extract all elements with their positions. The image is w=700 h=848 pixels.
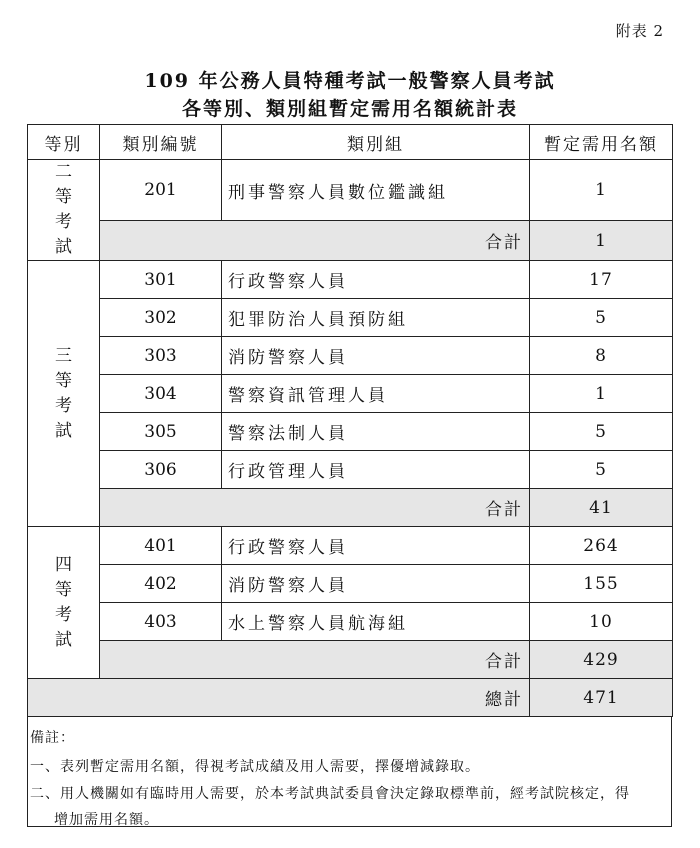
header-code: 類別編號 <box>100 125 222 160</box>
subtotal-row <box>28 641 673 679</box>
category-cell: 水上警察人員航海組 <box>222 603 530 641</box>
level-cell-4: 四 等 考 試 <box>28 527 100 679</box>
code-cell: 403 <box>100 603 222 641</box>
header-category: 類別組 <box>222 125 530 160</box>
subtotal-row <box>28 489 673 527</box>
document-subtitle: 各等別、類別組暫定需用名額統計表 <box>181 98 518 120</box>
quota-cell: 1 <box>530 375 673 413</box>
header-quota: 暫定需用名額 <box>530 125 673 160</box>
subtotal-row <box>28 221 673 261</box>
category-cell: 犯罪防治人員預防組 <box>222 299 530 337</box>
code-cell: 306 <box>100 451 222 489</box>
category-cell: 行政警察人員 <box>222 261 530 299</box>
subtotal-value: 429 <box>530 641 673 679</box>
total-label: 總計 <box>28 679 530 717</box>
table-row <box>28 527 673 565</box>
total-value: 471 <box>530 679 673 717</box>
code-cell: 302 <box>100 299 222 337</box>
subtotal-label: 合計 <box>100 221 530 261</box>
subtotal-label: 合計 <box>100 489 530 527</box>
quota-cell: 8 <box>530 337 673 375</box>
code-cell: 303 <box>100 337 222 375</box>
category-cell: 消防警察人員 <box>222 565 530 603</box>
table-row <box>28 451 673 489</box>
quota-cell: 264 <box>530 527 673 565</box>
code-cell: 402 <box>100 565 222 603</box>
category-cell: 刑事警察人員數位鑑識組 <box>222 160 530 221</box>
quota-cell: 5 <box>530 451 673 489</box>
quota-cell: 1 <box>530 160 673 221</box>
quota-cell: 17 <box>530 261 673 299</box>
total-row <box>28 679 673 717</box>
table-row <box>28 299 673 337</box>
table-row <box>28 375 673 413</box>
quota-cell: 10 <box>530 603 673 641</box>
quota-table <box>27 124 673 717</box>
quota-cell: 5 <box>530 413 673 451</box>
subtotal-value: 1 <box>530 221 673 261</box>
category-cell: 警察資訊管理人員 <box>222 375 530 413</box>
note-item-2-continued: 增加需用名額。 <box>54 812 159 828</box>
level-cell-2: 二 等 考 試 <box>28 160 100 261</box>
table-row <box>28 565 673 603</box>
subtotal-value: 41 <box>530 489 673 527</box>
table-row <box>28 160 673 221</box>
notes-heading: 備註： <box>30 730 75 746</box>
code-cell: 305 <box>100 413 222 451</box>
quota-cell: 5 <box>530 299 673 337</box>
header-level: 等別 <box>28 125 100 160</box>
table-row <box>28 413 673 451</box>
notes-box <box>27 717 672 827</box>
table-row <box>28 337 673 375</box>
note-item-1: 一、表列暫定需用名額，得視考試成績及用人需要，擇優增減錄取。 <box>30 759 480 775</box>
document-title: 109 年公務人員特種考試一般警察人員考試 <box>144 70 556 92</box>
table-row <box>28 603 673 641</box>
category-cell: 行政警察人員 <box>222 527 530 565</box>
category-cell: 警察法制人員 <box>222 413 530 451</box>
table-row <box>28 261 673 299</box>
annex-label: 附表 2 <box>615 22 664 40</box>
category-cell: 行政管理人員 <box>222 451 530 489</box>
note-item-2: 二、用人機關如有臨時用人需要，於本考試典試委員會決定錄取標準前，經考試院核定，得 <box>30 786 630 802</box>
subtotal-label: 合計 <box>100 641 530 679</box>
code-cell: 401 <box>100 527 222 565</box>
table-header-row <box>28 125 673 160</box>
code-cell: 201 <box>100 160 222 221</box>
code-cell: 304 <box>100 375 222 413</box>
category-cell: 消防警察人員 <box>222 337 530 375</box>
quota-cell: 155 <box>530 565 673 603</box>
level-cell-3: 三 等 考 試 <box>28 261 100 527</box>
code-cell: 301 <box>100 261 222 299</box>
